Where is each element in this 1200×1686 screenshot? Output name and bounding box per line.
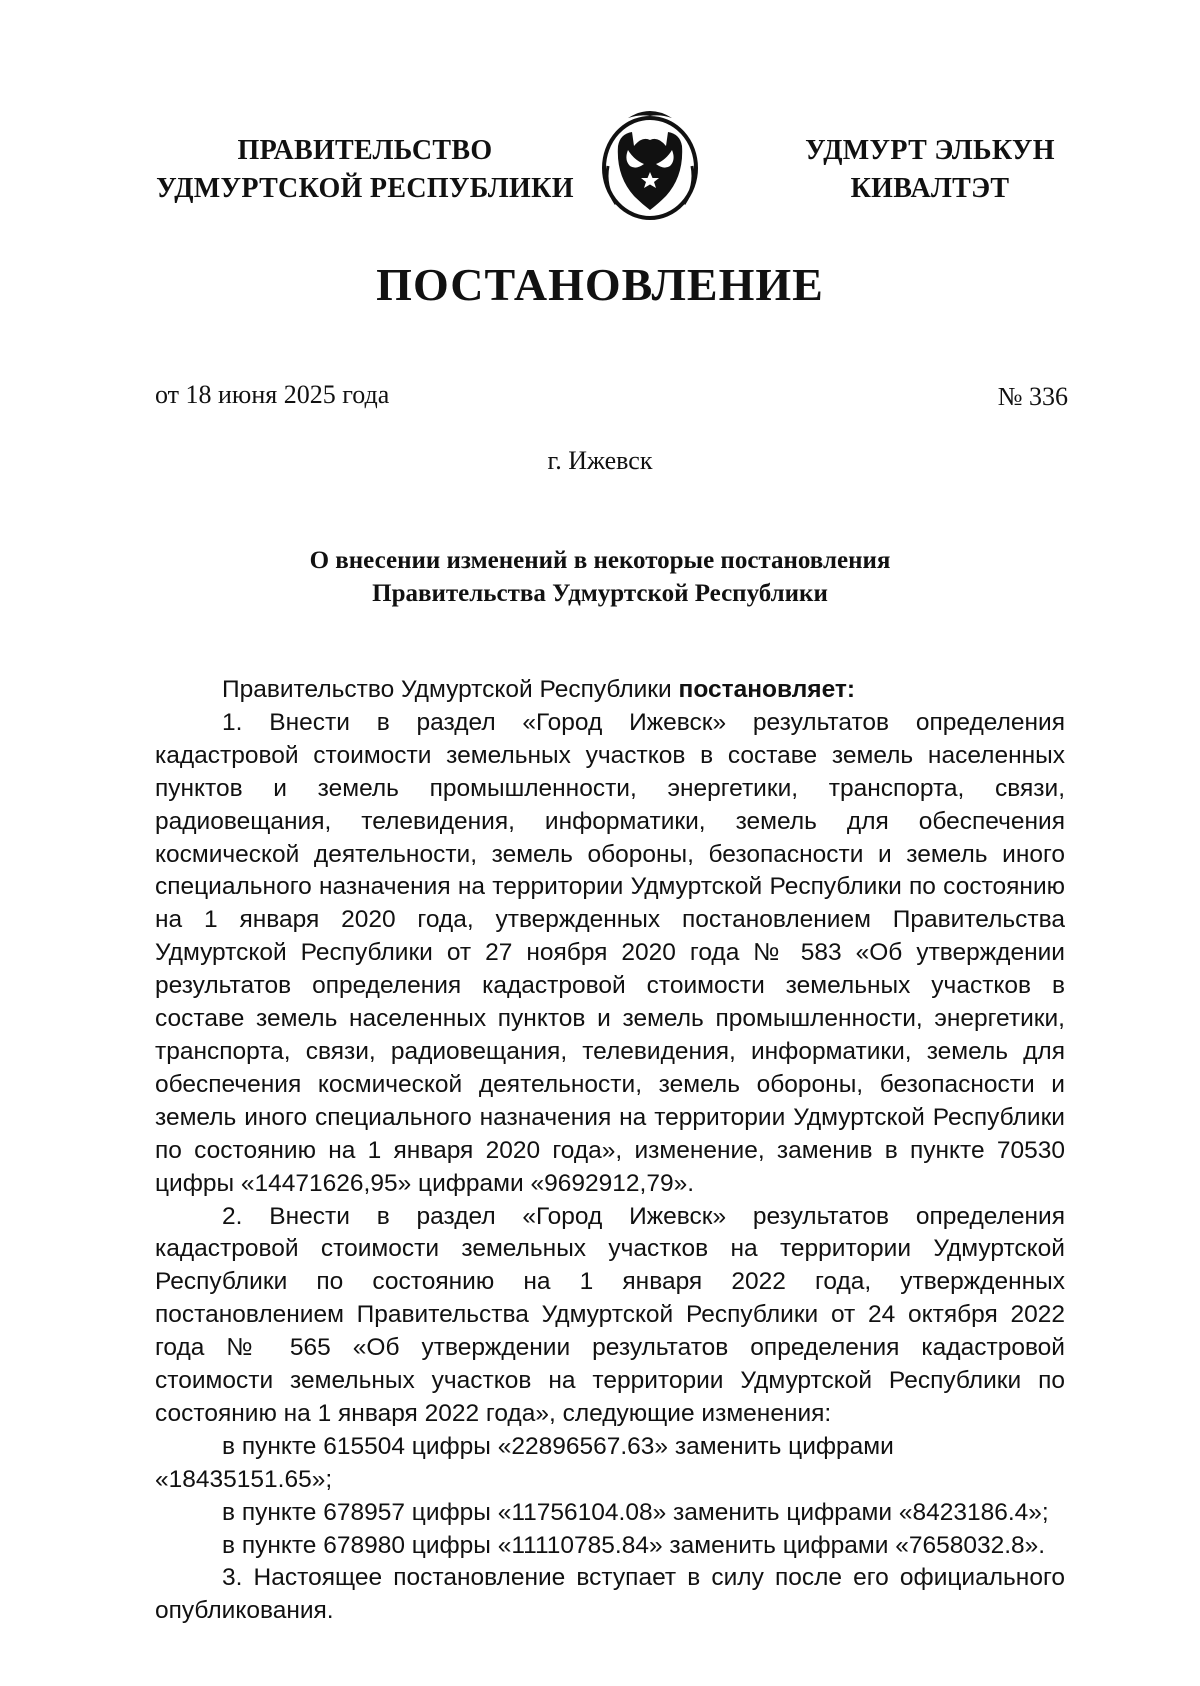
intro-verb: постановляет:	[678, 676, 856, 703]
document-title-line1: О внесении изменений в некоторые постановления	[309, 547, 891, 574]
intro-paragraph	[155, 674, 1065, 707]
paragraph-2: 2. Внести в раздел «Город Ижевск» результатов определения кадастровой стоимости земельных участков на территории Удмуртской Республики по состоянию на 1 января 2022 года, утвержденных постановлением Правительства Удмуртской Республики от 24 октября 2022 года № 565 «Об утверждении результатов определения кадастровой стоимости земельных участков на территории Удмуртской Республики по состоянию на 1 января 2022 года», следующие изменения:	[155, 1202, 1065, 1427]
government-name-udmurt	[780, 132, 1080, 208]
paragraph-3: 3. Настоящее постановление вступает в силу после его официального опубликования.	[155, 1564, 1065, 1625]
change-item: в пункте 678980 цифры «11110785.84» заменить цифрами «7658032.8».	[222, 1531, 1046, 1559]
document-body	[155, 674, 1065, 1628]
document-city: г. Ижевск	[547, 446, 653, 475]
government-name-russian-line2: УДМУРТСКОЙ РЕСПУБЛИКИ	[156, 173, 574, 204]
paragraph-1: 1. Внести в раздел «Город Ижевск» результатов определения кадастровой стоимости земельных участков в составе земель населенных пунктов и земель промышленности, энергетики, транспорта, связи, радиовещания, телевидения, информатики, земель для обеспечения космической деятельности, земель обороны, безопасности и земель иного специального назначения на территории Удмуртской Республики по состоянию на 1 января 2020 года, утвержденных постановлением Правительства Удмуртской Республики от 27 ноября 2020 года № 583 «Об утверждении результатов определения кадастровой стоимости земельных участков в составе земель населенных пунктов и земель промышленности, энергетики, транспорта, связи, радиовещания, телевидения, информатики, земель для обеспечения космической деятельности, земель обороны, безопасности и земель иного специального назначения на территории Удмуртской Республики по состоянию на 1 января 2020 года», изменение, заменив в пункте 70530 цифры «14471626,95» цифрами «9692912,79».	[155, 708, 1065, 1197]
government-name-udmurt-line1: УДМУРТ ЭЛЬКУН	[805, 135, 1055, 166]
document-number: № 336	[997, 382, 1068, 411]
government-name-russian	[150, 132, 580, 208]
government-name-udmurt-line2: КИВАЛТЭТ	[850, 173, 1010, 204]
document-title	[200, 544, 1000, 610]
udmurt-emblem-icon	[598, 106, 702, 224]
document-title-line2: Правительства Удмуртской Республики	[372, 580, 828, 607]
change-item: в пункте 678957 цифры «11756104.08» заменить цифрами «8423186.4»;	[222, 1498, 1049, 1526]
document-date: от 18 июня 2025 года	[155, 380, 390, 409]
document-type-heading: ПОСТАНОВЛЕНИЕ	[376, 259, 824, 310]
government-name-russian-line1: ПРАВИТЕЛЬСТВО	[237, 135, 493, 166]
change-item: в пункте 615504 цифры «22896567.63» заменить цифрами «18435151.65»;	[155, 1432, 894, 1493]
intro-text: Правительство Удмуртской Республики	[222, 676, 679, 703]
